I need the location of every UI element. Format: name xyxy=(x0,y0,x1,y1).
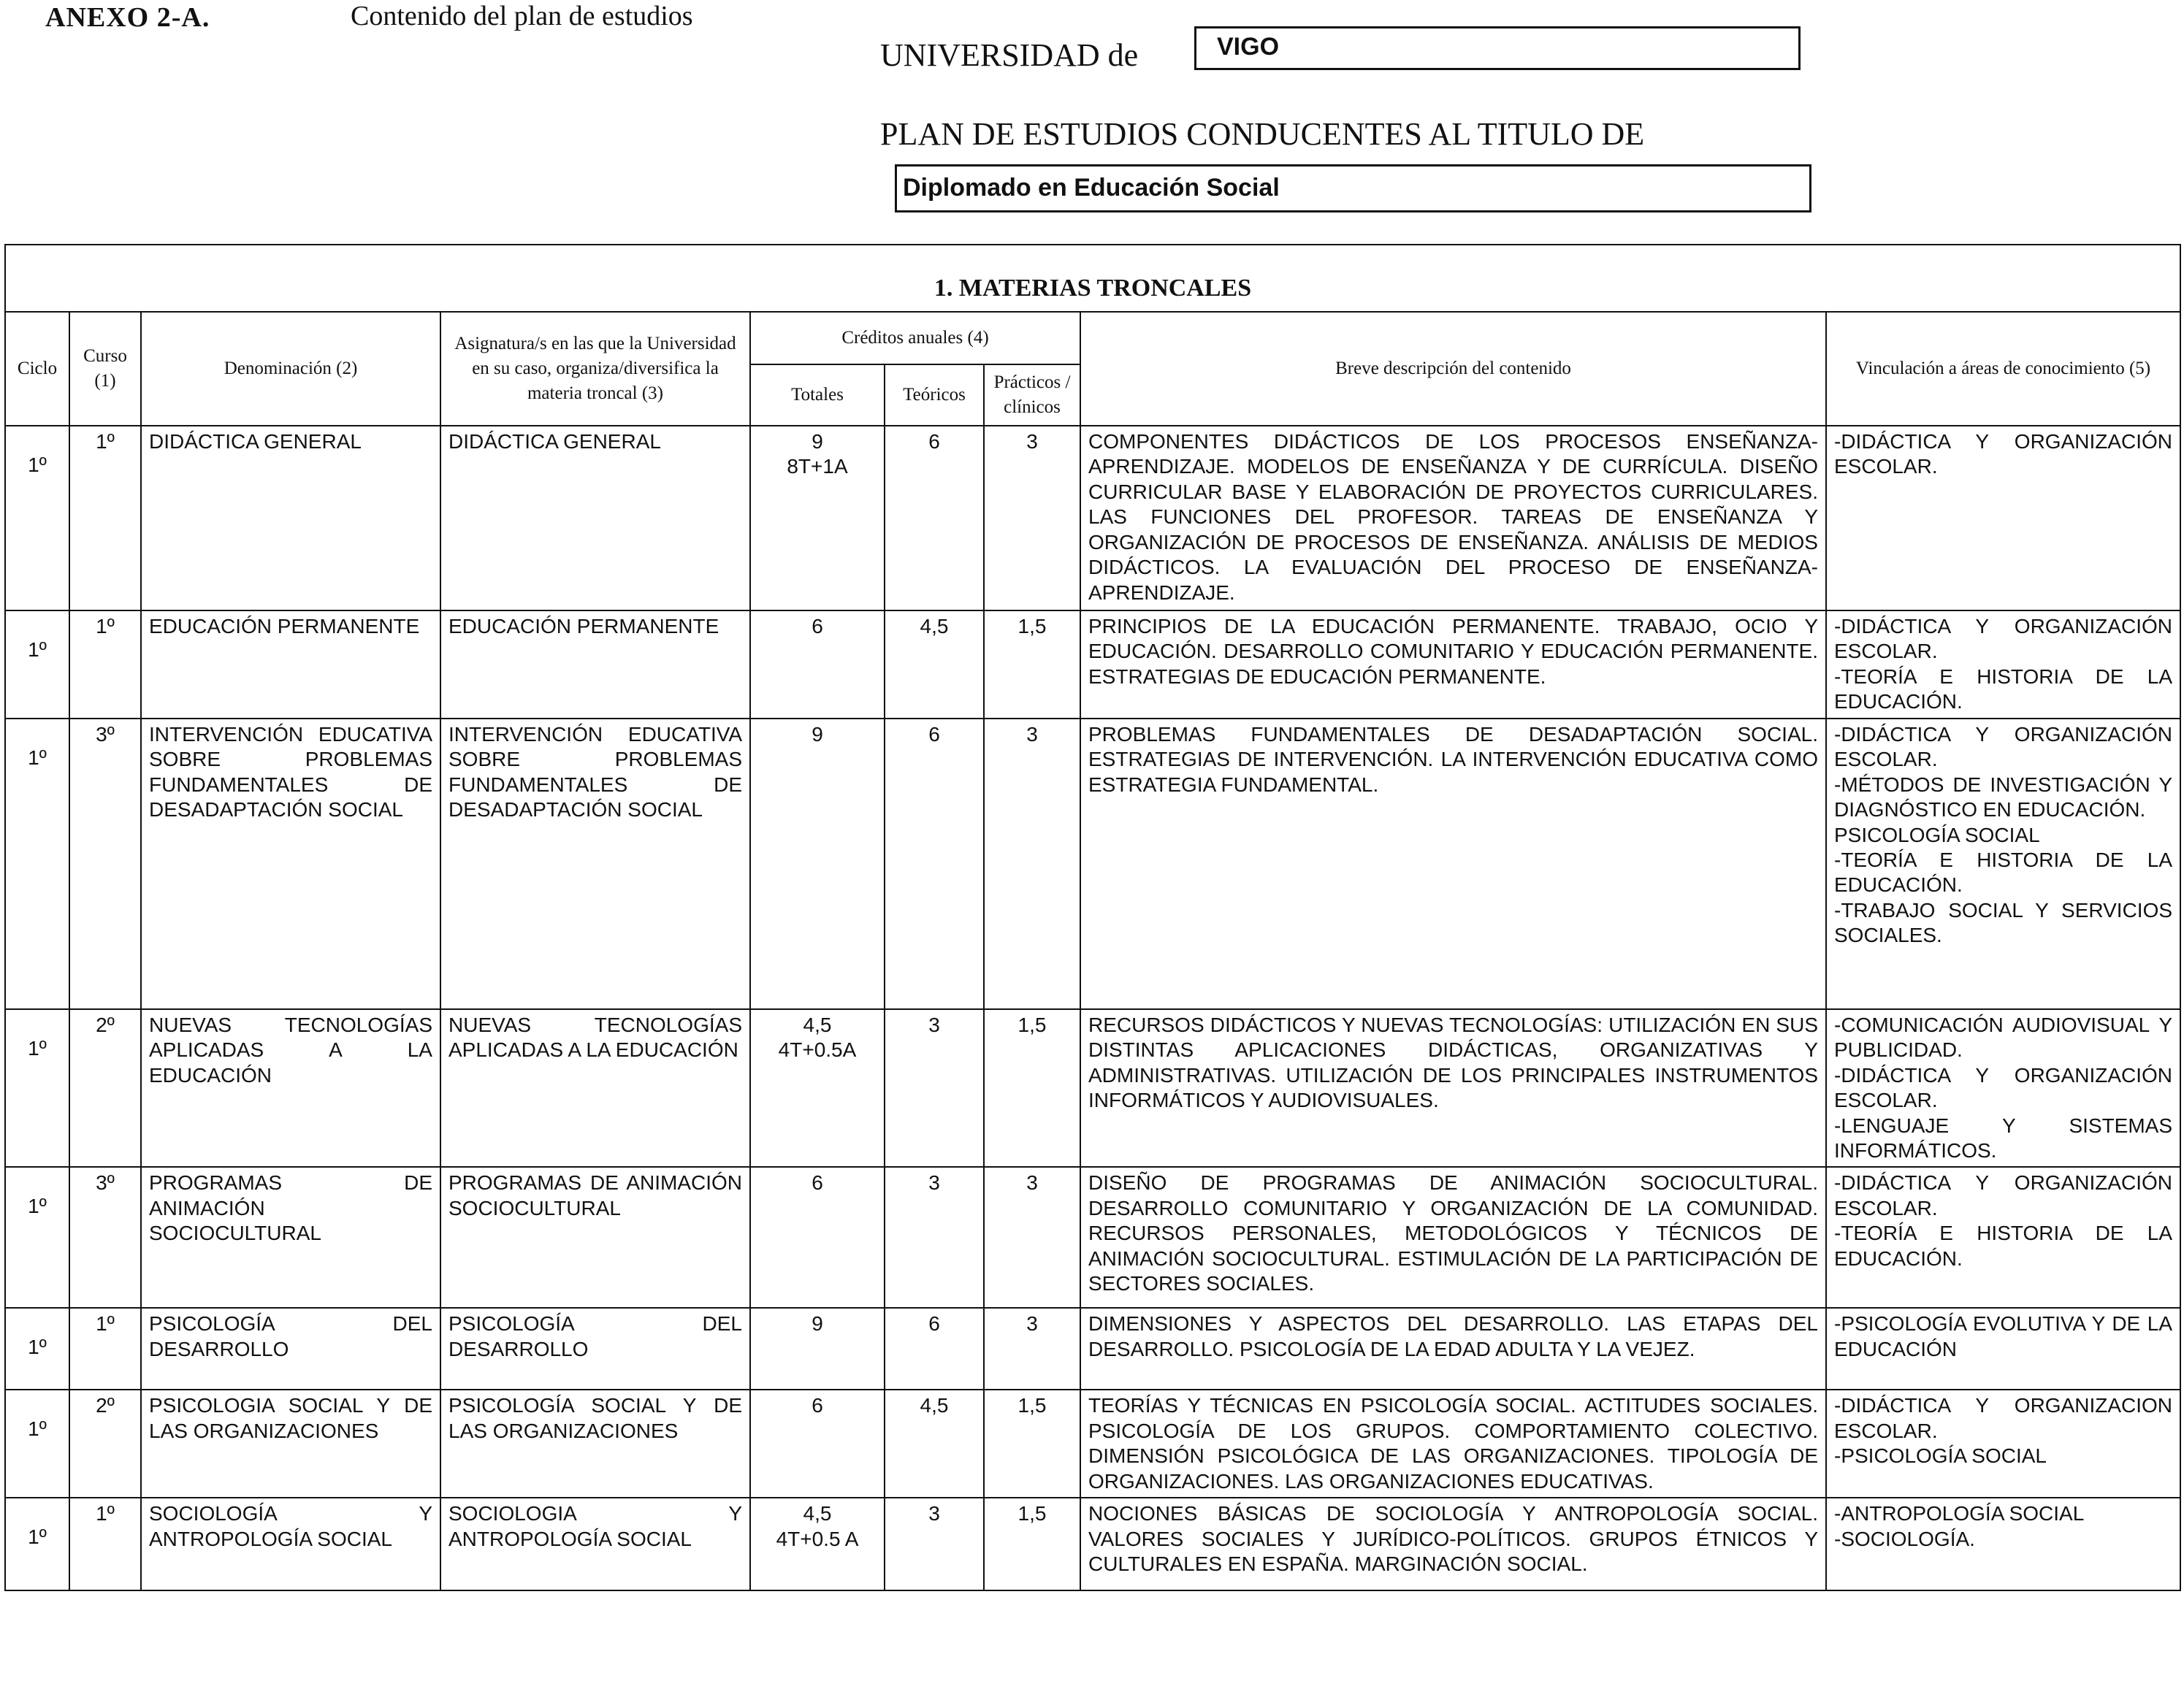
cell-teoricos: 3 xyxy=(885,1009,984,1168)
header-denominacion: Denominación (2) xyxy=(141,312,440,426)
area-conocimiento: -TEORÍA E HISTORIA DE LA EDUCACIÓN. xyxy=(1834,665,2173,713)
cell-vinculacion xyxy=(1826,1009,2180,1168)
area-conocimiento: -DIDÁCTICA Y ORGANIZACION ESCOLAR. xyxy=(1834,1394,2173,1442)
area-conocimiento: -DIDÁCTICA Y ORGANIZACIÓN ESCOLAR. xyxy=(1834,722,2173,771)
header-descripcion: Breve descripción del contenido xyxy=(1080,312,1826,426)
header-ciclo: Ciclo xyxy=(5,312,69,426)
cell-totales xyxy=(750,1498,885,1590)
header-curso: Curso (1) xyxy=(69,312,141,426)
cell-vinculacion xyxy=(1826,1167,2180,1308)
totales-value: 6 xyxy=(812,1394,823,1417)
table-row xyxy=(5,1498,2180,1590)
cell-asignatura: INTERVENCIÓN EDUCATIVA SOBRE PROBLEMAS FUNDAMENTALES DE DESADAPTACIÓN SOCIAL xyxy=(440,719,750,1009)
cell-curso: 1º xyxy=(69,610,141,719)
cell-totales xyxy=(750,719,885,1009)
totales-value: 9 xyxy=(812,722,823,746)
cell-curso: 3º xyxy=(69,719,141,1009)
cell-asignatura: NUEVAS TECNOLOGÍAS APLICADAS A LA EDUCACIÓN xyxy=(440,1009,750,1168)
table-row xyxy=(5,1009,2180,1168)
cell-denominacion: PSICOLOGÍA DEL DESARROLLO xyxy=(141,1308,440,1390)
cell-ciclo: 1º xyxy=(5,719,69,1009)
header-teoricos: Teóricos xyxy=(885,364,984,426)
table-row xyxy=(5,1167,2180,1308)
cell-denominacion: SOCIOLOGÍA Y ANTROPOLOGÍA SOCIAL xyxy=(141,1498,440,1590)
university-label: UNIVERSIDAD de xyxy=(880,37,1139,73)
cell-practicos: 1,5 xyxy=(984,610,1080,719)
cell-curso: 1º xyxy=(69,1498,141,1590)
cell-teoricos: 3 xyxy=(885,1498,984,1590)
area-conocimiento: -DIDÁCTICA Y ORGANIZACIÓN ESCOLAR. xyxy=(1834,430,2173,478)
area-conocimiento: -DIDÁCTICA Y ORGANIZACIÓN ESCOLAR. xyxy=(1834,1063,2173,1112)
cell-curso: 1º xyxy=(69,1308,141,1390)
cell-practicos: 3 xyxy=(984,1308,1080,1390)
area-conocimiento: -PSICOLOGÍA EVOLUTIVA Y DE LA EDUCACIÓN xyxy=(1834,1312,2173,1360)
table-body xyxy=(5,426,2180,1590)
header-practicos: Prácticos / clínicos xyxy=(984,364,1080,426)
cell-denominacion: INTERVENCIÓN EDUCATIVA SOBRE PROBLEMAS FUNDAMENTALES DE DESADAPTACIÓN SOCIAL xyxy=(141,719,440,1009)
cell-practicos: 1,5 xyxy=(984,1498,1080,1590)
totales-breakdown: 8T+1A xyxy=(787,455,848,478)
cell-totales xyxy=(750,426,885,610)
cell-asignatura: PSICOLOGÍA SOCIAL Y DE LAS ORGANIZACIONES xyxy=(440,1390,750,1498)
totales-value: 4,5 xyxy=(803,1013,832,1036)
totales-value: 9 xyxy=(812,430,823,453)
cell-ciclo: 1º xyxy=(5,1390,69,1498)
cell-asignatura: SOCIOLOGIA Y ANTROPOLOGÍA SOCIAL xyxy=(440,1498,750,1590)
area-conocimiento: -COMUNICACIÓN AUDIOVISUAL Y PUBLICIDAD. xyxy=(1834,1013,2173,1062)
header-vinculacion: Vinculación a áreas de conocimiento (5) xyxy=(1826,312,2180,426)
cell-asignatura: PROGRAMAS DE ANIMACIÓN SOCIOCULTURAL xyxy=(440,1167,750,1308)
cell-practicos: 3 xyxy=(984,426,1080,610)
cell-descripcion: DISEÑO DE PROGRAMAS DE ANIMACIÓN SOCIOCULTURAL. DESARROLLO COMUNITARIO Y ORGANIZACIÓN DE LA COMUNIDAD. RECURSOS PERSONALES, METODOLÓGICOS Y TÉCNICOS DE ANIMACIÓN SOCIOCULTURAL. ESTIMULACIÓN DE LA PARTICIPACIÓN DE SECTORES SOCIALES. xyxy=(1080,1167,1826,1308)
area-conocimiento: -PSICOLOGÍA SOCIAL xyxy=(1834,1444,2047,1468)
cell-descripcion: RECURSOS DIDÁCTICOS Y NUEVAS TECNOLOGÍAS: UTILIZACIÓN EN SUS DISTINTAS APLICACIONES DIDÁCTICAS, ORGANIZATIVAS Y ADMINISTRATIVAS. UTILIZACIÓN DE LOS PRINCIPALES INSTRUMENTOS INFORMÁTICOS Y AUDIOVISUALES. xyxy=(1080,1009,1826,1168)
area-conocimiento: -ANTROPOLOGÍA SOCIAL xyxy=(1834,1502,2085,1525)
cell-teoricos: 3 xyxy=(885,1167,984,1308)
cell-vinculacion xyxy=(1826,719,2180,1009)
area-conocimiento: -MÉTODOS DE INVESTIGACIÓN Y DIAGNÓSTICO EN EDUCACIÓN. xyxy=(1834,773,2173,822)
cell-teoricos: 4,5 xyxy=(885,610,984,719)
cell-ciclo: 1º xyxy=(5,610,69,719)
cell-asignatura: PSICOLOGÍA DEL DESARROLLO xyxy=(440,1308,750,1390)
cell-descripcion: COMPONENTES DIDÁCTICOS DE LOS PROCESOS ENSEÑANZA-APRENDIZAJE. MODELOS DE ENSEÑANZA Y DE CURRÍCULA. DISEÑO CURRICULAR BASE Y ELABORACIÓN DE PROYECTOS CURRICULARES. LAS FUNCIONES DEL PROFESOR. TAREAS DE ENSEÑANZA Y ORGANIZACIÓN DE PROCESOS DE ENSEÑANZA. ANÁLISIS DE MEDIOS DIDÁCTICOS. LA EVALUACIÓN DEL PROCESO DE ENSEÑANZA-APRENDIZAJE. xyxy=(1080,426,1826,610)
totales-breakdown: 4T+0.5 A xyxy=(776,1527,859,1550)
totales-value: 6 xyxy=(812,1171,823,1195)
cell-denominacion: DIDÁCTICA GENERAL xyxy=(141,426,440,610)
cell-descripcion: PRINCIPIOS DE LA EDUCACIÓN PERMANENTE. TRABAJO, OCIO Y EDUCACIÓN. DESARROLLO COMUNITARIO Y EDUCACIÓN PERMANENTE. ESTRATEGIAS DE EDUCACIÓN PERMANENTE. xyxy=(1080,610,1826,719)
table-row xyxy=(5,426,2180,610)
totales-value: 6 xyxy=(812,615,823,637)
cell-curso: 2º xyxy=(69,1390,141,1498)
cell-teoricos: 6 xyxy=(885,1308,984,1390)
cell-totales xyxy=(750,610,885,719)
cell-totales xyxy=(750,1167,885,1308)
cell-descripcion: PROBLEMAS FUNDAMENTALES DE DESADAPTACIÓN SOCIAL. ESTRATEGIAS DE INTERVENCIÓN. LA INTERVENCIÓN EDUCATIVA COMO ESTRATEGIA FUNDAMENTAL. xyxy=(1080,719,1826,1009)
degree-box: Diplomado en Educación Social xyxy=(895,164,1811,212)
cell-practicos: 3 xyxy=(984,1167,1080,1308)
cell-vinculacion xyxy=(1826,1308,2180,1390)
area-conocimiento: -TEORÍA E HISTORIA DE LA EDUCACIÓN. xyxy=(1834,1222,2173,1270)
cell-totales xyxy=(750,1390,885,1498)
header-totales: Totales xyxy=(750,364,885,426)
table-row xyxy=(5,1390,2180,1498)
cell-ciclo: 1º xyxy=(5,1009,69,1168)
cell-vinculacion xyxy=(1826,1498,2180,1590)
materias-troncales-table xyxy=(4,244,2181,1591)
cell-ciclo: 1º xyxy=(5,426,69,610)
area-conocimiento: PSICOLOGÍA SOCIAL xyxy=(1834,823,2040,846)
header-creditos: Créditos anuales (4) xyxy=(750,312,1080,364)
table-title: 1. MATERIAS TRONCALES xyxy=(5,245,2180,312)
cell-denominacion: PSICOLOGIA SOCIAL Y DE LAS ORGANIZACIONES xyxy=(141,1390,440,1498)
area-conocimiento: -DIDÁCTICA Y ORGANIZACIÓN ESCOLAR. xyxy=(1834,615,2173,663)
area-conocimiento: -LENGUAJE Y SISTEMAS INFORMÁTICOS. xyxy=(1834,1114,2173,1162)
cell-practicos: 3 xyxy=(984,719,1080,1009)
cell-vinculacion xyxy=(1826,426,2180,610)
cell-curso: 1º xyxy=(69,426,141,610)
materias-table-wrapper xyxy=(4,244,2180,1591)
cell-vinculacion xyxy=(1826,610,2180,719)
totales-value: 4,5 xyxy=(803,1502,832,1525)
annex-title: Contenido del plan de estudios xyxy=(351,1,693,31)
cell-vinculacion xyxy=(1826,1390,2180,1498)
totales-value: 9 xyxy=(812,1312,823,1336)
cell-totales xyxy=(750,1009,885,1168)
cell-descripcion: TEORÍAS Y TÉCNICAS EN PSICOLOGÍA SOCIAL. ACTITUDES SOCIALES. PSICOLOGÍA DE LOS GRUPOS. COMPORTAMIENTO COLECTIVO. DIMENSIÓN PSICOLÓGICA DE LAS ORGANIZACIONES. TIPOLOGÍA DE ORGANIZACIONES. LAS ORGANIZACIONES EDUCATIVAS. xyxy=(1080,1390,1826,1498)
cell-teoricos: 4,5 xyxy=(885,1390,984,1498)
cell-asignatura: DIDÁCTICA GENERAL xyxy=(440,426,750,610)
header-asignatura: Asignatura/s en las que la Universidad en su caso, organiza/diversifica la materia troncal (3) xyxy=(440,312,750,426)
area-conocimiento: -DIDÁCTICA Y ORGANIZACIÓN ESCOLAR. xyxy=(1834,1171,2173,1219)
university-name-box: VIGO xyxy=(1194,26,1801,70)
cell-teoricos: 6 xyxy=(885,719,984,1009)
cell-denominacion: PROGRAMAS DE ANIMACIÓN SOCIOCULTURAL xyxy=(141,1167,440,1308)
cell-asignatura: EDUCACIÓN PERMANENTE xyxy=(440,610,750,719)
cell-denominacion: EDUCACIÓN PERMANENTE xyxy=(141,610,440,719)
plan-heading: PLAN DE ESTUDIOS CONDUCENTES AL TITULO DE xyxy=(880,116,1645,152)
table-row xyxy=(5,610,2180,719)
cell-ciclo: 1º xyxy=(5,1498,69,1590)
cell-ciclo: 1º xyxy=(5,1167,69,1308)
area-conocimiento: -TRABAJO SOCIAL Y SERVICIOS SOCIALES. xyxy=(1834,898,2173,947)
cell-teoricos: 6 xyxy=(885,426,984,610)
cell-denominacion: NUEVAS TECNOLOGÍAS APLICADAS A LA EDUCACIÓN xyxy=(141,1009,440,1168)
table-row xyxy=(5,1308,2180,1390)
cell-ciclo: 1º xyxy=(5,1308,69,1390)
cell-practicos: 1,5 xyxy=(984,1390,1080,1498)
cell-totales xyxy=(750,1308,885,1390)
area-conocimiento: -TEORÍA E HISTORIA DE LA EDUCACIÓN. xyxy=(1834,848,2173,897)
cell-descripcion: DIMENSIONES Y ASPECTOS DEL DESARROLLO. LAS ETAPAS DEL DESARROLLO. PSICOLOGÍA DE LA EDAD ADULTA Y LA VEJEZ. xyxy=(1080,1308,1826,1390)
cell-practicos: 1,5 xyxy=(984,1009,1080,1168)
area-conocimiento: -SOCIOLOGÍA. xyxy=(1834,1527,1975,1550)
annex-label: ANEXO 2-A. xyxy=(45,2,210,33)
totales-breakdown: 4T+0.5A xyxy=(778,1038,857,1062)
cell-descripcion: NOCIONES BÁSICAS DE SOCIOLOGÍA Y ANTROPOLOGÍA SOCIAL. VALORES SOCIALES Y JURÍDICO-POLÍTICOS. GRUPOS ÉTNICOS Y CULTURALES EN ESPAÑA. MARGINACIÓN SOCIAL. xyxy=(1080,1498,1826,1590)
table-row xyxy=(5,719,2180,1009)
cell-curso: 2º xyxy=(69,1009,141,1168)
cell-curso: 3º xyxy=(69,1167,141,1308)
